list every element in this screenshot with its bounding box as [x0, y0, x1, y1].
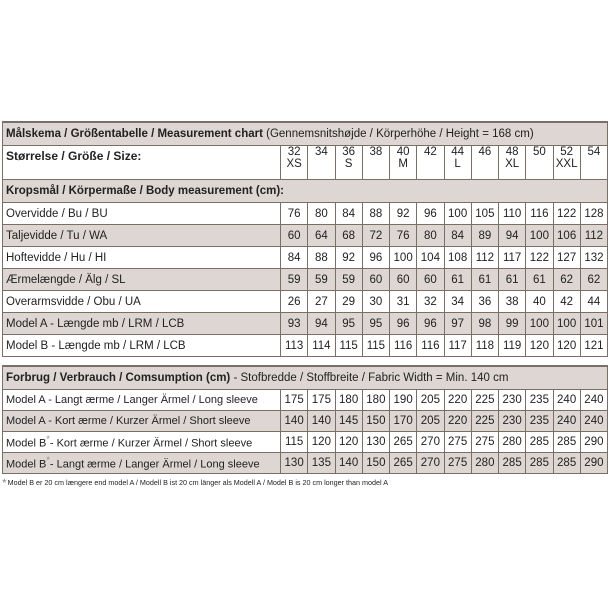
table-cell: 275	[471, 432, 498, 453]
fabric-consumption-table	[2, 365, 608, 474]
table-cell: 180	[335, 390, 362, 411]
table-cell: 100	[390, 247, 417, 269]
table-cell: 145	[335, 411, 362, 432]
table-row	[3, 335, 608, 357]
table-cell: 40	[526, 291, 553, 313]
table-cell: 115	[362, 335, 389, 357]
table-cell: 230	[499, 390, 526, 411]
size-number: 34	[314, 146, 328, 158]
table-cell: 118	[471, 335, 498, 357]
footnote-star: *	[2, 476, 7, 490]
table-cell: 290	[580, 432, 607, 453]
table-cell: 130	[281, 453, 308, 474]
size-cell	[526, 146, 553, 180]
table-cell: 76	[281, 203, 308, 225]
table-cell: 140	[335, 453, 362, 474]
table-row	[3, 225, 608, 247]
table-cell: 135	[308, 453, 335, 474]
row-label	[3, 411, 281, 432]
table-cell: 220	[444, 411, 471, 432]
table-cell: 285	[526, 432, 553, 453]
row-label	[3, 432, 281, 453]
table-row	[3, 313, 608, 335]
table-cell: 112	[580, 225, 607, 247]
table-cell: 88	[362, 203, 389, 225]
size-number: 42	[423, 146, 437, 158]
table-cell: 115	[335, 335, 362, 357]
table-cell: 60	[417, 269, 444, 291]
table-cell: 150	[362, 411, 389, 432]
row-label: Ærmelængde / Älg / SL	[3, 269, 281, 291]
table-cell: 285	[553, 432, 580, 453]
table-cell: 116	[417, 335, 444, 357]
table-cell: 94	[308, 313, 335, 335]
table-cell: 61	[499, 269, 526, 291]
table-cell: 285	[499, 453, 526, 474]
size-label: Størrelse / Größe / Size:	[3, 146, 281, 180]
row-label-model: Model A - Langt ærme / Langer Ärmel / Long sleeve	[6, 394, 258, 406]
table-cell: 120	[553, 335, 580, 357]
table-row	[3, 247, 608, 269]
table-cell: 290	[580, 453, 607, 474]
table-cell: 175	[308, 390, 335, 411]
table-cell: 106	[553, 225, 580, 247]
size-letter: XL	[505, 158, 520, 170]
table-cell: 97	[444, 313, 471, 335]
table-cell: 116	[526, 203, 553, 225]
table-cell: 95	[362, 313, 389, 335]
table-cell: 61	[471, 269, 498, 291]
size-cell	[335, 146, 362, 180]
table-cell: 119	[499, 335, 526, 357]
table-cell: 60	[281, 225, 308, 247]
table-cell: 96	[362, 247, 389, 269]
table-cell: 275	[444, 432, 471, 453]
row-label: Model B - Længde mb / LRM / LCB	[3, 335, 281, 357]
table-cell: 114	[308, 335, 335, 357]
table-cell: 98	[471, 313, 498, 335]
table-cell: 84	[444, 225, 471, 247]
size-cell	[417, 146, 444, 180]
size-letter: S	[344, 158, 353, 170]
table-cell: 120	[335, 432, 362, 453]
asterisk-mark: *	[46, 434, 50, 445]
size-cell	[499, 146, 526, 180]
table-cell: 36	[471, 291, 498, 313]
table-cell: 99	[499, 313, 526, 335]
table-cell: 30	[362, 291, 389, 313]
table-cell: 120	[308, 432, 335, 453]
table-cell: 80	[417, 225, 444, 247]
size-cell	[580, 146, 607, 180]
table-cell: 34	[444, 291, 471, 313]
table-cell: 117	[499, 247, 526, 269]
table-cell: 96	[390, 313, 417, 335]
row-label	[3, 453, 281, 474]
table-cell: 180	[362, 390, 389, 411]
table-cell: 113	[281, 335, 308, 357]
table-cell: 93	[281, 313, 308, 335]
table-cell: 42	[553, 291, 580, 313]
table-cell: 27	[308, 291, 335, 313]
size-cell	[553, 146, 580, 180]
size-letter: XS	[286, 158, 302, 170]
table-cell: 265	[390, 453, 417, 474]
table-cell: 280	[471, 453, 498, 474]
row-label: Taljevidde / Tu / WA	[3, 225, 281, 247]
table-cell: 285	[526, 453, 553, 474]
table-cell: 117	[444, 335, 471, 357]
table-cell: 64	[308, 225, 335, 247]
size-number: 50	[532, 146, 546, 158]
table-row	[3, 291, 608, 313]
table-cell: 84	[335, 203, 362, 225]
table-cell: 122	[526, 247, 553, 269]
size-number: 40	[396, 146, 410, 158]
table-cell: 101	[580, 313, 607, 335]
table-cell: 235	[526, 390, 553, 411]
table-cell: 105	[471, 203, 498, 225]
row-label: Overarmsvidde / Obu / UA	[3, 291, 281, 313]
table-cell: 44	[580, 291, 607, 313]
table-cell: 59	[281, 269, 308, 291]
fabric-consumption-title-row	[3, 366, 608, 390]
table-cell: 240	[580, 390, 607, 411]
body-measurement-header-row	[3, 180, 608, 203]
table-cell: 130	[362, 432, 389, 453]
table-cell: 280	[499, 432, 526, 453]
table-cell: 122	[553, 203, 580, 225]
table-cell: 240	[553, 411, 580, 432]
table-cell: 95	[335, 313, 362, 335]
table-cell: 32	[417, 291, 444, 313]
table-cell: 285	[553, 453, 580, 474]
fabric-consumption-title: Forbrug / Verbrauch / Comsumption (cm)	[6, 372, 231, 384]
table-cell: 92	[390, 203, 417, 225]
row-label-model: Model B	[6, 458, 47, 471]
table-cell: 62	[580, 269, 607, 291]
table-cell: 270	[417, 432, 444, 453]
table-row	[3, 203, 608, 225]
table-cell: 61	[526, 269, 553, 291]
size-row	[3, 146, 608, 180]
table-cell: 225	[471, 390, 498, 411]
table-cell: 275	[444, 453, 471, 474]
table-cell: 62	[553, 269, 580, 291]
table-cell: 110	[499, 203, 526, 225]
size-number: 52	[560, 146, 574, 158]
measurement-chart-title: Målskema / Größentabelle / Measurement chart	[6, 128, 263, 140]
table-cell: 175	[281, 390, 308, 411]
footnote-text: Model B er 20 cm længere end model A / Modell B ist 20 cm länger als Modell A / Model B is 20 cm longer than model A	[7, 478, 389, 487]
table-cell: 26	[281, 291, 308, 313]
row-label-detail: - Langt ærme / Langer Ärmel / Long sleeve	[49, 458, 260, 471]
table-cell: 104	[417, 247, 444, 269]
measurement-chart-table	[2, 121, 608, 357]
table-cell: 170	[390, 411, 417, 432]
size-cell	[390, 146, 417, 180]
table-cell: 60	[390, 269, 417, 291]
size-number: 36	[342, 146, 356, 158]
table-cell: 240	[553, 390, 580, 411]
table-cell: 59	[308, 269, 335, 291]
table-cell: 80	[308, 203, 335, 225]
table-cell: 31	[390, 291, 417, 313]
table-cell: 140	[281, 411, 308, 432]
table-cell: 150	[362, 453, 389, 474]
table-cell: 127	[553, 247, 580, 269]
asterisk-mark: *	[46, 455, 50, 466]
size-cell	[281, 146, 308, 180]
table-cell: 225	[471, 411, 498, 432]
table-cell: 115	[281, 432, 308, 453]
table-cell: 89	[471, 225, 498, 247]
row-label: Model A - Længde mb / LRM / LCB	[3, 313, 281, 335]
table-cell: 60	[362, 269, 389, 291]
size-number: 48	[505, 146, 519, 158]
row-label: Overvidde / Bu / BU	[3, 203, 281, 225]
table-cell: 96	[417, 203, 444, 225]
table-cell: 100	[444, 203, 471, 225]
size-cell	[444, 146, 471, 180]
size-letter: XXL	[555, 158, 578, 170]
size-number: 38	[369, 146, 383, 158]
size-number: 46	[478, 146, 492, 158]
table-cell: 265	[390, 432, 417, 453]
measurement-chart-subtitle: (Gennemsnitshøjde / Körperhöhe / Height = 168 cm)	[262, 128, 534, 140]
table-cell: 29	[335, 291, 362, 313]
table-cell: 240	[580, 411, 607, 432]
size-letter: L	[454, 158, 461, 170]
table-row	[3, 411, 608, 432]
size-cell	[362, 146, 389, 180]
body-measurement-header: Kropsmål / Körpermaße / Body measurement (cm):	[3, 180, 608, 203]
row-label-detail: - Kort ærme / Kurzer Ärmel / Short sleeve	[49, 437, 253, 450]
table-cell: 220	[444, 390, 471, 411]
table-cell: 132	[580, 247, 607, 269]
table-cell: 121	[580, 335, 607, 357]
table-cell: 190	[390, 390, 417, 411]
table-row	[3, 390, 608, 411]
table-cell: 61	[444, 269, 471, 291]
size-letter: M	[398, 158, 408, 170]
table-cell: 88	[308, 247, 335, 269]
table-cell: 94	[499, 225, 526, 247]
table-cell: 116	[390, 335, 417, 357]
table-cell: 112	[471, 247, 498, 269]
row-label: Hoftevidde / Hu / HI	[3, 247, 281, 269]
row-label-model: Model B	[6, 437, 47, 450]
table-cell: 76	[390, 225, 417, 247]
table-cell: 38	[499, 291, 526, 313]
table-row	[3, 432, 608, 453]
size-cell	[308, 146, 335, 180]
table-cell: 235	[526, 411, 553, 432]
table-cell: 230	[499, 411, 526, 432]
fabric-consumption-subtitle: - Stofbredde / Stoffbreite / Fabric Width = Min. 140 cm	[230, 372, 509, 384]
table-cell: 140	[308, 411, 335, 432]
size-number: 32	[287, 146, 301, 158]
table-cell: 205	[417, 411, 444, 432]
size-number: 54	[587, 146, 601, 158]
table-cell: 96	[417, 313, 444, 335]
size-number: 44	[451, 146, 465, 158]
table-cell: 92	[335, 247, 362, 269]
footnote	[2, 476, 388, 490]
table-row	[3, 453, 608, 474]
table-cell: 68	[335, 225, 362, 247]
table-cell: 128	[580, 203, 607, 225]
table-cell: 100	[526, 225, 553, 247]
table-cell: 205	[417, 390, 444, 411]
table-cell: 84	[281, 247, 308, 269]
table-cell: 270	[417, 453, 444, 474]
table-cell: 120	[526, 335, 553, 357]
row-label-model: Model A - Kort ærme / Kurzer Ärmel / Short sleeve	[6, 415, 251, 427]
table-cell: 108	[444, 247, 471, 269]
measurement-chart-title-row	[3, 122, 608, 146]
table-cell: 72	[362, 225, 389, 247]
table-cell: 100	[526, 313, 553, 335]
table-row	[3, 269, 608, 291]
size-cell	[471, 146, 498, 180]
table-cell: 59	[335, 269, 362, 291]
table-cell: 100	[553, 313, 580, 335]
row-label	[3, 390, 281, 411]
